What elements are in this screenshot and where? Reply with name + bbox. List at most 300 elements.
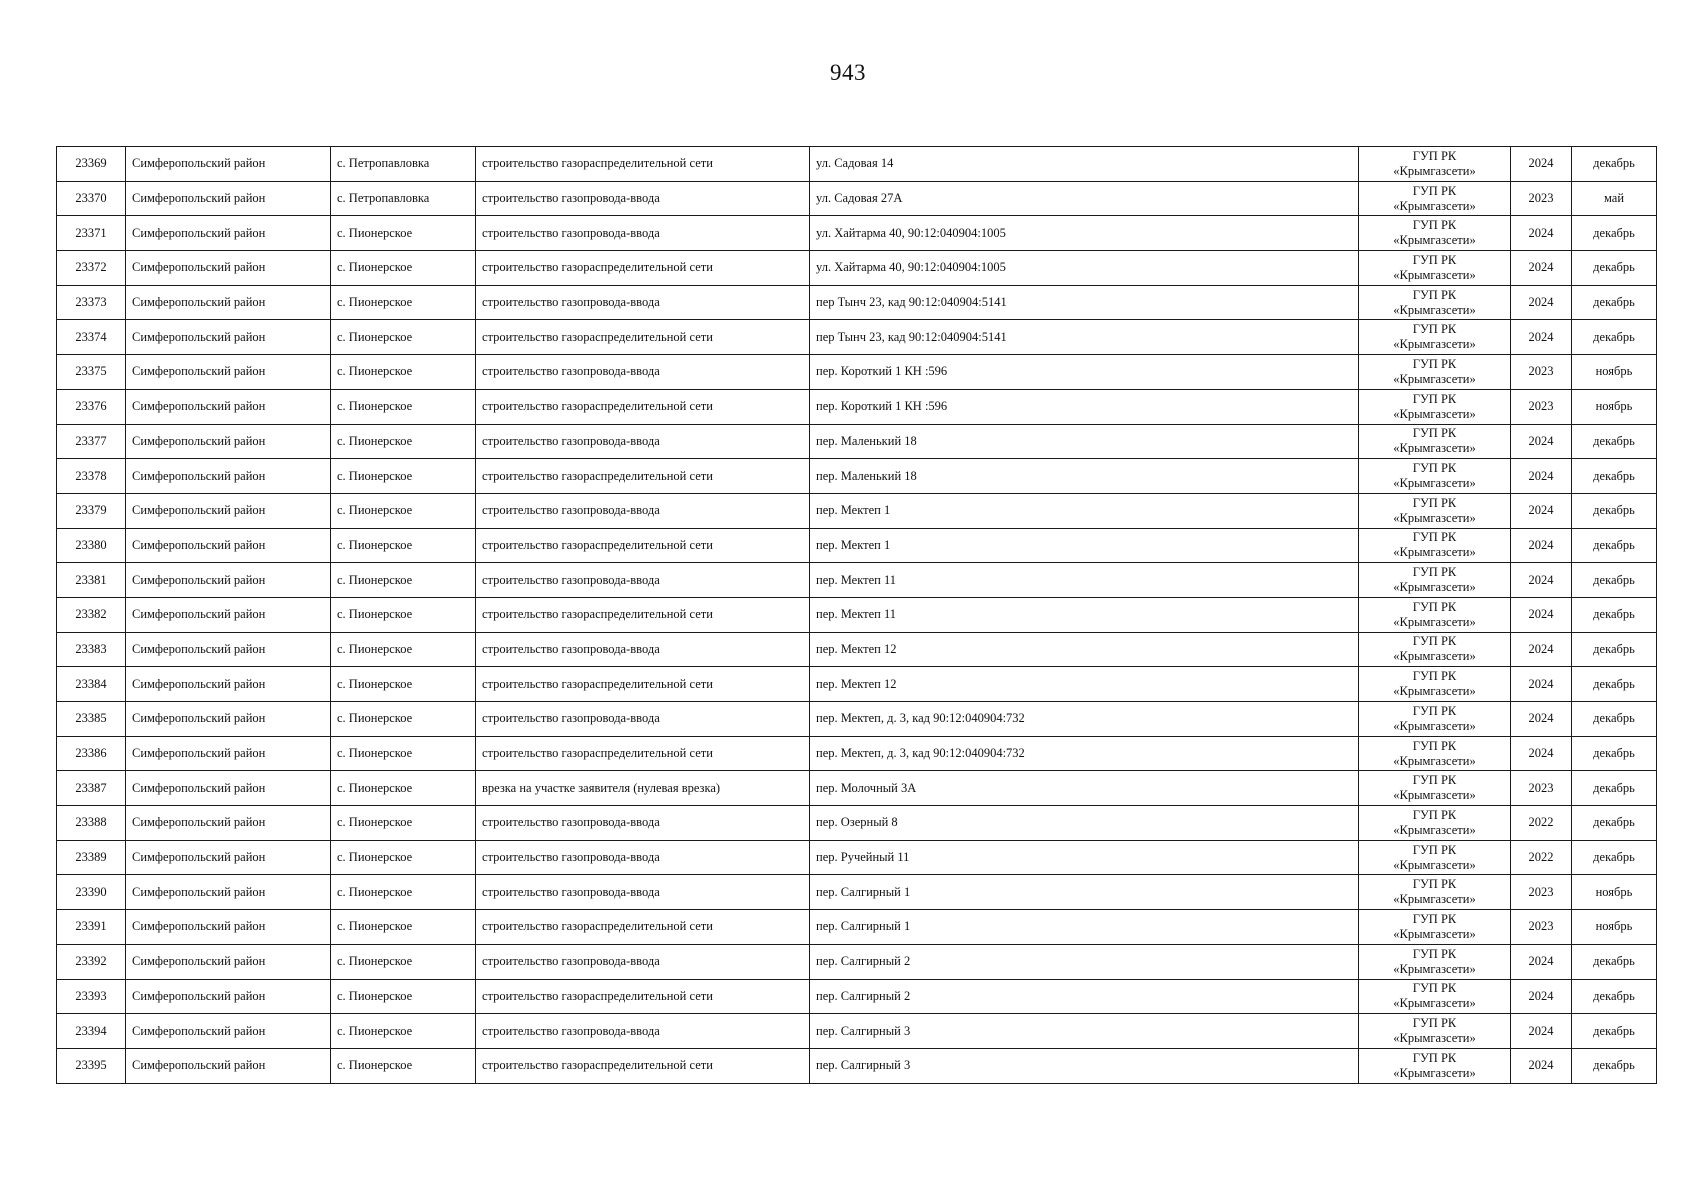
year-cell: 2024 — [1511, 702, 1572, 737]
month-cell: декабрь — [1572, 216, 1657, 251]
organization-brand-line: «Крымгазсети» — [1393, 441, 1476, 456]
year-cell: 2023 — [1511, 389, 1572, 424]
year-cell: 2024 — [1511, 528, 1572, 563]
village-cell: с. Пионерское — [331, 493, 476, 528]
work-type-cell: строительство газопровода-ввода — [476, 702, 810, 737]
village-cell: с. Пионерское — [331, 840, 476, 875]
row-number: 23370 — [57, 181, 126, 216]
organization-brand-line: «Крымгазсети» — [1393, 198, 1476, 213]
row-number: 23382 — [57, 597, 126, 632]
table-row — [57, 389, 1657, 424]
organization-cell — [1359, 320, 1511, 355]
organization-cell — [1359, 147, 1511, 182]
organization-brand-line: «Крымгазсети» — [1393, 684, 1476, 699]
table-row — [57, 979, 1657, 1014]
organization-brand-line: «Крымгазсети» — [1393, 302, 1476, 317]
address-cell: пер Тынч 23, кад 90:12:040904:5141 — [810, 320, 1359, 355]
work-type-cell: строительство газопровода-ввода — [476, 493, 810, 528]
address-cell: пер. Короткий 1 КН :596 — [810, 355, 1359, 390]
district-cell: Симферопольский район — [126, 1048, 331, 1083]
address-cell: пер. Салгирный 2 — [810, 944, 1359, 979]
village-cell: с. Пионерское — [331, 285, 476, 320]
village-cell: с. Пионерское — [331, 771, 476, 806]
address-cell: пер. Мектеп 12 — [810, 632, 1359, 667]
address-cell: пер. Маленький 18 — [810, 424, 1359, 459]
organization-name-line: ГУП РК — [1412, 807, 1457, 822]
organization-cell — [1359, 389, 1511, 424]
village-cell: с. Пионерское — [331, 806, 476, 841]
month-cell: ноябрь — [1572, 355, 1657, 390]
month-cell: декабрь — [1572, 424, 1657, 459]
month-cell: ноябрь — [1572, 875, 1657, 910]
table-row — [57, 528, 1657, 563]
table-row — [57, 251, 1657, 286]
village-cell: с. Петропавловка — [331, 147, 476, 182]
village-cell: с. Пионерское — [331, 355, 476, 390]
address-cell: ул. Садовая 27А — [810, 181, 1359, 216]
work-type-cell: строительство газопровода-ввода — [476, 355, 810, 390]
village-cell: с. Пионерское — [331, 563, 476, 598]
work-type-cell: строительство газораспределительной сети — [476, 736, 810, 771]
district-cell: Симферопольский район — [126, 806, 331, 841]
district-cell: Симферопольский район — [126, 147, 331, 182]
organization-cell — [1359, 771, 1511, 806]
address-cell: пер. Салгирный 2 — [810, 979, 1359, 1014]
address-cell: ул. Хайтарма 40, 90:12:040904:1005 — [810, 216, 1359, 251]
district-cell: Симферопольский район — [126, 1014, 331, 1049]
village-cell: с. Пионерское — [331, 910, 476, 945]
table-row — [57, 147, 1657, 182]
month-cell: декабрь — [1572, 944, 1657, 979]
year-cell: 2024 — [1511, 147, 1572, 182]
organization-cell — [1359, 355, 1511, 390]
month-cell: декабрь — [1572, 320, 1657, 355]
organization-brand-line: «Крымгазсети» — [1393, 996, 1476, 1011]
address-cell: пер. Мектеп 1 — [810, 528, 1359, 563]
year-cell: 2022 — [1511, 806, 1572, 841]
table-row — [57, 285, 1657, 320]
year-cell: 2024 — [1511, 563, 1572, 598]
table-row — [57, 944, 1657, 979]
work-type-cell: строительство газораспределительной сети — [476, 910, 810, 945]
month-cell: декабрь — [1572, 702, 1657, 737]
organization-name-line: ГУП РК — [1412, 599, 1457, 614]
organization-name-line: ГУП РК — [1412, 461, 1457, 476]
work-type-cell: строительство газораспределительной сети — [476, 597, 810, 632]
table-row — [57, 459, 1657, 494]
district-cell: Симферопольский район — [126, 702, 331, 737]
row-number: 23381 — [57, 563, 126, 598]
district-cell: Симферопольский район — [126, 736, 331, 771]
organization-brand-line: «Крымгазсети» — [1393, 371, 1476, 386]
address-cell: пер. Салгирный 1 — [810, 910, 1359, 945]
year-cell: 2024 — [1511, 251, 1572, 286]
row-number: 23375 — [57, 355, 126, 390]
table-row — [57, 597, 1657, 632]
organization-brand-line: «Крымгазсети» — [1393, 753, 1476, 768]
year-cell: 2023 — [1511, 771, 1572, 806]
village-cell: с. Пионерское — [331, 944, 476, 979]
year-cell: 2023 — [1511, 875, 1572, 910]
row-number: 23371 — [57, 216, 126, 251]
organization-brand-line: «Крымгазсети» — [1393, 1065, 1476, 1080]
organization-cell — [1359, 181, 1511, 216]
year-cell: 2023 — [1511, 910, 1572, 945]
organization-name-line: ГУП РК — [1412, 1016, 1457, 1031]
organization-brand-line: «Крымгазсети» — [1393, 233, 1476, 248]
organization-brand-line: «Крымгазсети» — [1393, 857, 1476, 872]
organization-cell — [1359, 736, 1511, 771]
row-number: 23373 — [57, 285, 126, 320]
work-type-cell: строительство газораспределительной сети — [476, 147, 810, 182]
work-type-cell: строительство газораспределительной сети — [476, 528, 810, 563]
work-type-cell: строительство газопровода-ввода — [476, 944, 810, 979]
district-cell: Симферопольский район — [126, 944, 331, 979]
village-cell: с. Пионерское — [331, 251, 476, 286]
month-cell: декабрь — [1572, 736, 1657, 771]
month-cell: декабрь — [1572, 632, 1657, 667]
organization-cell — [1359, 667, 1511, 702]
work-type-cell: строительство газораспределительной сети — [476, 667, 810, 702]
village-cell: с. Петропавловка — [331, 181, 476, 216]
month-cell: декабрь — [1572, 1048, 1657, 1083]
address-cell: пер. Короткий 1 КН :596 — [810, 389, 1359, 424]
row-number: 23374 — [57, 320, 126, 355]
organization-name-line: ГУП РК — [1412, 530, 1457, 545]
district-cell: Симферопольский район — [126, 493, 331, 528]
work-type-cell: строительство газораспределительной сети — [476, 459, 810, 494]
row-number: 23386 — [57, 736, 126, 771]
row-number: 23376 — [57, 389, 126, 424]
row-number: 23378 — [57, 459, 126, 494]
year-cell: 2023 — [1511, 355, 1572, 390]
year-cell: 2024 — [1511, 736, 1572, 771]
table-row — [57, 702, 1657, 737]
registry-body — [57, 147, 1657, 1084]
organization-name-line: ГУП РК — [1412, 1050, 1457, 1065]
table-row — [57, 424, 1657, 459]
district-cell: Симферопольский район — [126, 632, 331, 667]
village-cell: с. Пионерское — [331, 702, 476, 737]
address-cell: пер. Озерный 8 — [810, 806, 1359, 841]
organization-brand-line: «Крымгазсети» — [1393, 926, 1476, 941]
table-row — [57, 771, 1657, 806]
work-type-cell: строительство газораспределительной сети — [476, 979, 810, 1014]
district-cell: Симферопольский район — [126, 251, 331, 286]
organization-brand-line: «Крымгазсети» — [1393, 892, 1476, 907]
district-cell: Симферопольский район — [126, 771, 331, 806]
organization-cell — [1359, 632, 1511, 667]
table-row — [57, 875, 1657, 910]
organization-brand-line: «Крымгазсети» — [1393, 406, 1476, 421]
organization-cell — [1359, 285, 1511, 320]
table-row — [57, 493, 1657, 528]
organization-name-line: ГУП РК — [1412, 426, 1457, 441]
organization-cell — [1359, 424, 1511, 459]
district-cell: Симферопольский район — [126, 389, 331, 424]
year-cell: 2024 — [1511, 979, 1572, 1014]
organization-name-line: ГУП РК — [1412, 252, 1457, 267]
organization-cell — [1359, 597, 1511, 632]
row-number: 23393 — [57, 979, 126, 1014]
year-cell: 2022 — [1511, 840, 1572, 875]
address-cell: пер. Маленький 18 — [810, 459, 1359, 494]
organization-cell — [1359, 216, 1511, 251]
table-row — [57, 181, 1657, 216]
address-cell: пер. Мектеп, д. 3, кад 90:12:040904:732 — [810, 702, 1359, 737]
organization-cell — [1359, 1014, 1511, 1049]
work-type-cell: строительство газопровода-ввода — [476, 875, 810, 910]
district-cell: Симферопольский район — [126, 840, 331, 875]
year-cell: 2024 — [1511, 285, 1572, 320]
work-type-cell: строительство газопровода-ввода — [476, 632, 810, 667]
organization-cell — [1359, 563, 1511, 598]
organization-brand-line: «Крымгазсети» — [1393, 163, 1476, 178]
address-cell: пер. Мектеп 11 — [810, 563, 1359, 598]
organization-name-line: ГУП РК — [1412, 738, 1457, 753]
district-cell: Симферопольский район — [126, 875, 331, 910]
organization-name-line: ГУП РК — [1412, 148, 1457, 163]
address-cell: пер Тынч 23, кад 90:12:040904:5141 — [810, 285, 1359, 320]
row-number: 23391 — [57, 910, 126, 945]
district-cell: Симферопольский район — [126, 667, 331, 702]
work-type-cell: строительство газопровода-ввода — [476, 1014, 810, 1049]
district-cell: Симферопольский район — [126, 597, 331, 632]
organization-brand-line: «Крымгазсети» — [1393, 580, 1476, 595]
row-number: 23390 — [57, 875, 126, 910]
district-cell: Симферопольский район — [126, 285, 331, 320]
village-cell: с. Пионерское — [331, 667, 476, 702]
month-cell: май — [1572, 181, 1657, 216]
district-cell: Симферопольский район — [126, 320, 331, 355]
village-cell: с. Пионерское — [331, 459, 476, 494]
organization-name-line: ГУП РК — [1412, 391, 1457, 406]
village-cell: с. Пионерское — [331, 632, 476, 667]
table-row — [57, 736, 1657, 771]
district-cell: Симферопольский район — [126, 424, 331, 459]
address-cell: пер. Салгирный 3 — [810, 1014, 1359, 1049]
organization-name-line: ГУП РК — [1412, 669, 1457, 684]
row-number: 23384 — [57, 667, 126, 702]
organization-name-line: ГУП РК — [1412, 877, 1457, 892]
organization-cell — [1359, 251, 1511, 286]
year-cell: 2024 — [1511, 1014, 1572, 1049]
row-number: 23379 — [57, 493, 126, 528]
organization-brand-line: «Крымгазсети» — [1393, 961, 1476, 976]
row-number: 23369 — [57, 147, 126, 182]
month-cell: декабрь — [1572, 285, 1657, 320]
work-type-cell: строительство газопровода-ввода — [476, 181, 810, 216]
table-row — [57, 1048, 1657, 1083]
organization-cell — [1359, 806, 1511, 841]
address-cell: ул. Хайтарма 40, 90:12:040904:1005 — [810, 251, 1359, 286]
district-cell: Симферопольский район — [126, 910, 331, 945]
organization-cell — [1359, 840, 1511, 875]
district-cell: Симферопольский район — [126, 459, 331, 494]
address-cell: ул. Садовая 14 — [810, 147, 1359, 182]
year-cell: 2024 — [1511, 424, 1572, 459]
organization-brand-line: «Крымгазсети» — [1393, 788, 1476, 803]
district-cell: Симферопольский район — [126, 181, 331, 216]
month-cell: декабрь — [1572, 459, 1657, 494]
organization-brand-line: «Крымгазсети» — [1393, 1031, 1476, 1046]
year-cell: 2024 — [1511, 216, 1572, 251]
row-number: 23389 — [57, 840, 126, 875]
village-cell: с. Пионерское — [331, 216, 476, 251]
month-cell: декабрь — [1572, 597, 1657, 632]
address-cell: пер. Мектеп 1 — [810, 493, 1359, 528]
year-cell: 2024 — [1511, 667, 1572, 702]
month-cell: декабрь — [1572, 979, 1657, 1014]
work-type-cell: строительство газопровода-ввода — [476, 424, 810, 459]
organization-cell — [1359, 528, 1511, 563]
table-row — [57, 216, 1657, 251]
organization-name-line: ГУП РК — [1412, 634, 1457, 649]
organization-brand-line: «Крымгазсети» — [1393, 267, 1476, 282]
district-cell: Симферопольский район — [126, 979, 331, 1014]
month-cell: декабрь — [1572, 840, 1657, 875]
village-cell: с. Пионерское — [331, 424, 476, 459]
organization-name-line: ГУП РК — [1412, 218, 1457, 233]
month-cell: декабрь — [1572, 251, 1657, 286]
organization-brand-line: «Крымгазсети» — [1393, 337, 1476, 352]
work-type-cell: строительство газораспределительной сети — [476, 320, 810, 355]
organization-brand-line: «Крымгазсети» — [1393, 614, 1476, 629]
work-type-cell: строительство газопровода-ввода — [476, 216, 810, 251]
month-cell: декабрь — [1572, 493, 1657, 528]
row-number: 23392 — [57, 944, 126, 979]
table-row — [57, 355, 1657, 390]
row-number: 23380 — [57, 528, 126, 563]
month-cell: декабрь — [1572, 667, 1657, 702]
year-cell: 2023 — [1511, 181, 1572, 216]
month-cell: декабрь — [1572, 806, 1657, 841]
month-cell: декабрь — [1572, 1014, 1657, 1049]
work-type-cell: строительство газораспределительной сети — [476, 389, 810, 424]
district-cell: Симферопольский район — [126, 355, 331, 390]
address-cell: пер. Мектеп, д. 3, кад 90:12:040904:732 — [810, 736, 1359, 771]
organization-name-line: ГУП РК — [1412, 565, 1457, 580]
table-row — [57, 910, 1657, 945]
village-cell: с. Пионерское — [331, 320, 476, 355]
organization-name-line: ГУП РК — [1412, 911, 1457, 926]
organization-brand-line: «Крымгазсети» — [1393, 476, 1476, 491]
organization-name-line: ГУП РК — [1412, 495, 1457, 510]
address-cell: пер. Салгирный 1 — [810, 875, 1359, 910]
registry-table — [56, 146, 1657, 1084]
organization-cell — [1359, 702, 1511, 737]
organization-name-line: ГУП РК — [1412, 183, 1457, 198]
organization-cell — [1359, 875, 1511, 910]
table-row — [57, 1014, 1657, 1049]
year-cell: 2024 — [1511, 597, 1572, 632]
organization-cell — [1359, 979, 1511, 1014]
address-cell: пер. Мектеп 12 — [810, 667, 1359, 702]
organization-brand-line: «Крымгазсети» — [1393, 545, 1476, 560]
table-row — [57, 632, 1657, 667]
table-row — [57, 563, 1657, 598]
district-cell: Симферопольский район — [126, 528, 331, 563]
page-number: 943 — [830, 60, 866, 85]
village-cell: с. Пионерское — [331, 1014, 476, 1049]
month-cell: декабрь — [1572, 563, 1657, 598]
organization-name-line: ГУП РК — [1412, 946, 1457, 961]
row-number: 23387 — [57, 771, 126, 806]
work-type-cell: строительство газораспределительной сети — [476, 1048, 810, 1083]
district-cell: Симферопольский район — [126, 563, 331, 598]
organization-name-line: ГУП РК — [1412, 356, 1457, 371]
village-cell: с. Пионерское — [331, 875, 476, 910]
month-cell: ноябрь — [1572, 389, 1657, 424]
work-type-cell: строительство газопровода-ввода — [476, 563, 810, 598]
row-number: 23388 — [57, 806, 126, 841]
organization-brand-line: «Крымгазсети» — [1393, 510, 1476, 525]
row-number: 23394 — [57, 1014, 126, 1049]
row-number: 23395 — [57, 1048, 126, 1083]
organization-cell — [1359, 944, 1511, 979]
year-cell: 2024 — [1511, 320, 1572, 355]
year-cell: 2024 — [1511, 632, 1572, 667]
organization-cell — [1359, 459, 1511, 494]
organization-name-line: ГУП РК — [1412, 981, 1457, 996]
village-cell: с. Пионерское — [331, 528, 476, 563]
table-row — [57, 806, 1657, 841]
row-number: 23385 — [57, 702, 126, 737]
table-row — [57, 320, 1657, 355]
table-row — [57, 667, 1657, 702]
row-number: 23377 — [57, 424, 126, 459]
year-cell: 2024 — [1511, 1048, 1572, 1083]
year-cell: 2024 — [1511, 493, 1572, 528]
organization-name-line: ГУП РК — [1412, 287, 1457, 302]
row-number: 23383 — [57, 632, 126, 667]
district-cell: Симферопольский район — [126, 216, 331, 251]
work-type-cell: строительство газопровода-ввода — [476, 806, 810, 841]
month-cell: декабрь — [1572, 771, 1657, 806]
organization-cell — [1359, 493, 1511, 528]
village-cell: с. Пионерское — [331, 389, 476, 424]
address-cell: пер. Мектеп 11 — [810, 597, 1359, 632]
year-cell: 2024 — [1511, 944, 1572, 979]
village-cell: с. Пионерское — [331, 736, 476, 771]
table-row — [57, 840, 1657, 875]
address-cell: пер. Салгирный 3 — [810, 1048, 1359, 1083]
address-cell: пер. Молочный 3А — [810, 771, 1359, 806]
organization-brand-line: «Крымгазсети» — [1393, 649, 1476, 664]
organization-name-line: ГУП РК — [1412, 703, 1457, 718]
village-cell: с. Пионерское — [331, 597, 476, 632]
year-cell: 2024 — [1511, 459, 1572, 494]
organization-name-line: ГУП РК — [1412, 773, 1457, 788]
month-cell: декабрь — [1572, 528, 1657, 563]
address-cell: пер. Ручейный 11 — [810, 840, 1359, 875]
organization-name-line: ГУП РК — [1412, 322, 1457, 337]
organization-cell — [1359, 1048, 1511, 1083]
organization-name-line: ГУП РК — [1412, 842, 1457, 857]
organization-cell — [1359, 910, 1511, 945]
row-number: 23372 — [57, 251, 126, 286]
work-type-cell: строительство газораспределительной сети — [476, 251, 810, 286]
month-cell: декабрь — [1572, 147, 1657, 182]
organization-brand-line: «Крымгазсети» — [1393, 822, 1476, 837]
village-cell: с. Пионерское — [331, 1048, 476, 1083]
work-type-cell: строительство газопровода-ввода — [476, 285, 810, 320]
village-cell: с. Пионерское — [331, 979, 476, 1014]
work-type-cell: врезка на участке заявителя (нулевая врезка) — [476, 771, 810, 806]
work-type-cell: строительство газопровода-ввода — [476, 840, 810, 875]
month-cell: ноябрь — [1572, 910, 1657, 945]
organization-brand-line: «Крымгазсети» — [1393, 718, 1476, 733]
